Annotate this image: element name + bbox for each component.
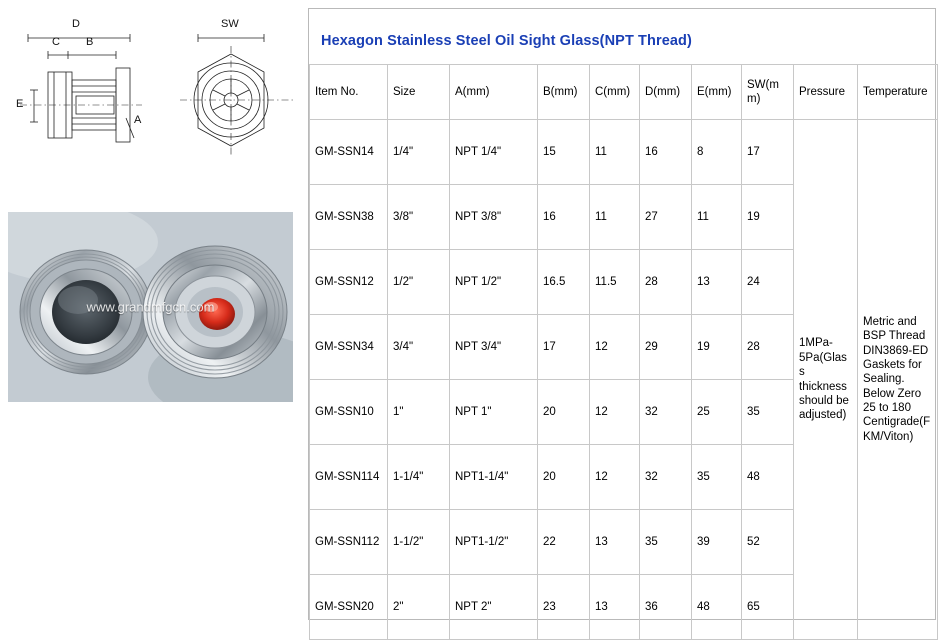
cell-c: 12 <box>590 315 640 380</box>
cell-d: 29 <box>640 315 692 380</box>
cell-b: 20 <box>538 445 590 510</box>
cell-b: 23 <box>538 575 590 640</box>
cell-item-no: GM-SSN38 <box>310 185 388 250</box>
header-item-no: Item No. <box>310 65 388 120</box>
header-c: C(mm) <box>590 65 640 120</box>
cell-c: 11.5 <box>590 250 640 315</box>
cell-e: 11 <box>692 185 742 250</box>
cell-b: 17 <box>538 315 590 380</box>
cell-e: 25 <box>692 380 742 445</box>
cell-c: 12 <box>590 380 640 445</box>
cell-d: 36 <box>640 575 692 640</box>
cell-size: 1/2" <box>388 250 450 315</box>
cell-c: 11 <box>590 185 640 250</box>
cell-c: 13 <box>590 575 640 640</box>
cell-pressure: 1MPa-5Pa(Glass thickness should be adjusted) <box>794 120 858 640</box>
cell-a: NPT 1" <box>450 380 538 445</box>
cell-c: 11 <box>590 120 640 185</box>
cell-e: 39 <box>692 510 742 575</box>
cell-sw: 52 <box>742 510 794 575</box>
specification-table <box>309 64 938 640</box>
cell-item-no: GM-SSN12 <box>310 250 388 315</box>
left-illustration-panel <box>0 0 300 637</box>
cell-d: 32 <box>640 380 692 445</box>
cell-sw: 28 <box>742 315 794 380</box>
cell-e: 48 <box>692 575 742 640</box>
table-row <box>310 120 938 185</box>
cell-b: 20 <box>538 380 590 445</box>
table-header-row <box>310 65 938 120</box>
cell-d: 32 <box>640 445 692 510</box>
cell-d: 28 <box>640 250 692 315</box>
header-b: B(mm) <box>538 65 590 120</box>
cell-temperature: Metric and BSP Thread DIN3869-ED Gaskets for Sealing. Below Zero 25 to 180 Centigrade(FKM/Viton) <box>858 120 938 640</box>
cell-item-no: GM-SSN114 <box>310 445 388 510</box>
cell-size: 1/4" <box>388 120 450 185</box>
dimension-label-d: D <box>72 18 80 30</box>
cell-d: 27 <box>640 185 692 250</box>
cell-a: NPT 1/2" <box>450 250 538 315</box>
cell-size: 1" <box>388 380 450 445</box>
cell-size: 3/8" <box>388 185 450 250</box>
cell-size: 2" <box>388 575 450 640</box>
cell-sw: 19 <box>742 185 794 250</box>
header-sw: SW(mm) <box>742 65 794 120</box>
header-a: A(mm) <box>450 65 538 120</box>
cell-item-no: GM-SSN34 <box>310 315 388 380</box>
cell-item-no: GM-SSN10 <box>310 380 388 445</box>
cell-a: NPT 3/4" <box>450 315 538 380</box>
cell-b: 16 <box>538 185 590 250</box>
cell-size: 3/4" <box>388 315 450 380</box>
cell-e: 35 <box>692 445 742 510</box>
watermark-text: www.grandmfgcn.com <box>86 299 215 315</box>
cell-sw: 17 <box>742 120 794 185</box>
dimension-label-e: E <box>16 98 24 110</box>
cell-size: 1-1/4" <box>388 445 450 510</box>
dimension-label-b: B <box>86 36 94 48</box>
cell-e: 13 <box>692 250 742 315</box>
cell-a: NPT 3/8" <box>450 185 538 250</box>
dimension-label-a: A <box>134 114 142 126</box>
cell-a: NPT 1/4" <box>450 120 538 185</box>
cell-a: NPT1-1/4" <box>450 445 538 510</box>
cell-a: NPT 2" <box>450 575 538 640</box>
table-title: Hexagon Stainless Steel Oil Sight Glass(NPT Thread) <box>321 33 692 49</box>
cell-item-no: GM-SSN112 <box>310 510 388 575</box>
cell-b: 22 <box>538 510 590 575</box>
header-temperature: Temperature <box>858 65 938 120</box>
cell-sw: 35 <box>742 380 794 445</box>
header-e: E(mm) <box>692 65 742 120</box>
cell-sw: 65 <box>742 575 794 640</box>
cell-c: 13 <box>590 510 640 575</box>
cell-a: NPT1-1/2" <box>450 510 538 575</box>
cell-e: 8 <box>692 120 742 185</box>
product-photo <box>8 212 293 402</box>
cell-c: 12 <box>590 445 640 510</box>
header-size: Size <box>388 65 450 120</box>
technical-drawing <box>6 10 296 200</box>
cell-b: 16.5 <box>538 250 590 315</box>
header-pressure: Pressure <box>794 65 858 120</box>
dimension-label-c: C <box>52 36 60 48</box>
cell-d: 35 <box>640 510 692 575</box>
cell-b: 15 <box>538 120 590 185</box>
cell-sw: 48 <box>742 445 794 510</box>
cell-item-no: GM-SSN14 <box>310 120 388 185</box>
cell-sw: 24 <box>742 250 794 315</box>
header-d: D(mm) <box>640 65 692 120</box>
technical-drawing-svg <box>6 10 296 200</box>
specification-panel <box>308 8 936 620</box>
cell-size: 1-1/2" <box>388 510 450 575</box>
cell-item-no: GM-SSN20 <box>310 575 388 640</box>
dimension-label-sw: SW <box>221 18 239 30</box>
cell-d: 16 <box>640 120 692 185</box>
cell-e: 19 <box>692 315 742 380</box>
